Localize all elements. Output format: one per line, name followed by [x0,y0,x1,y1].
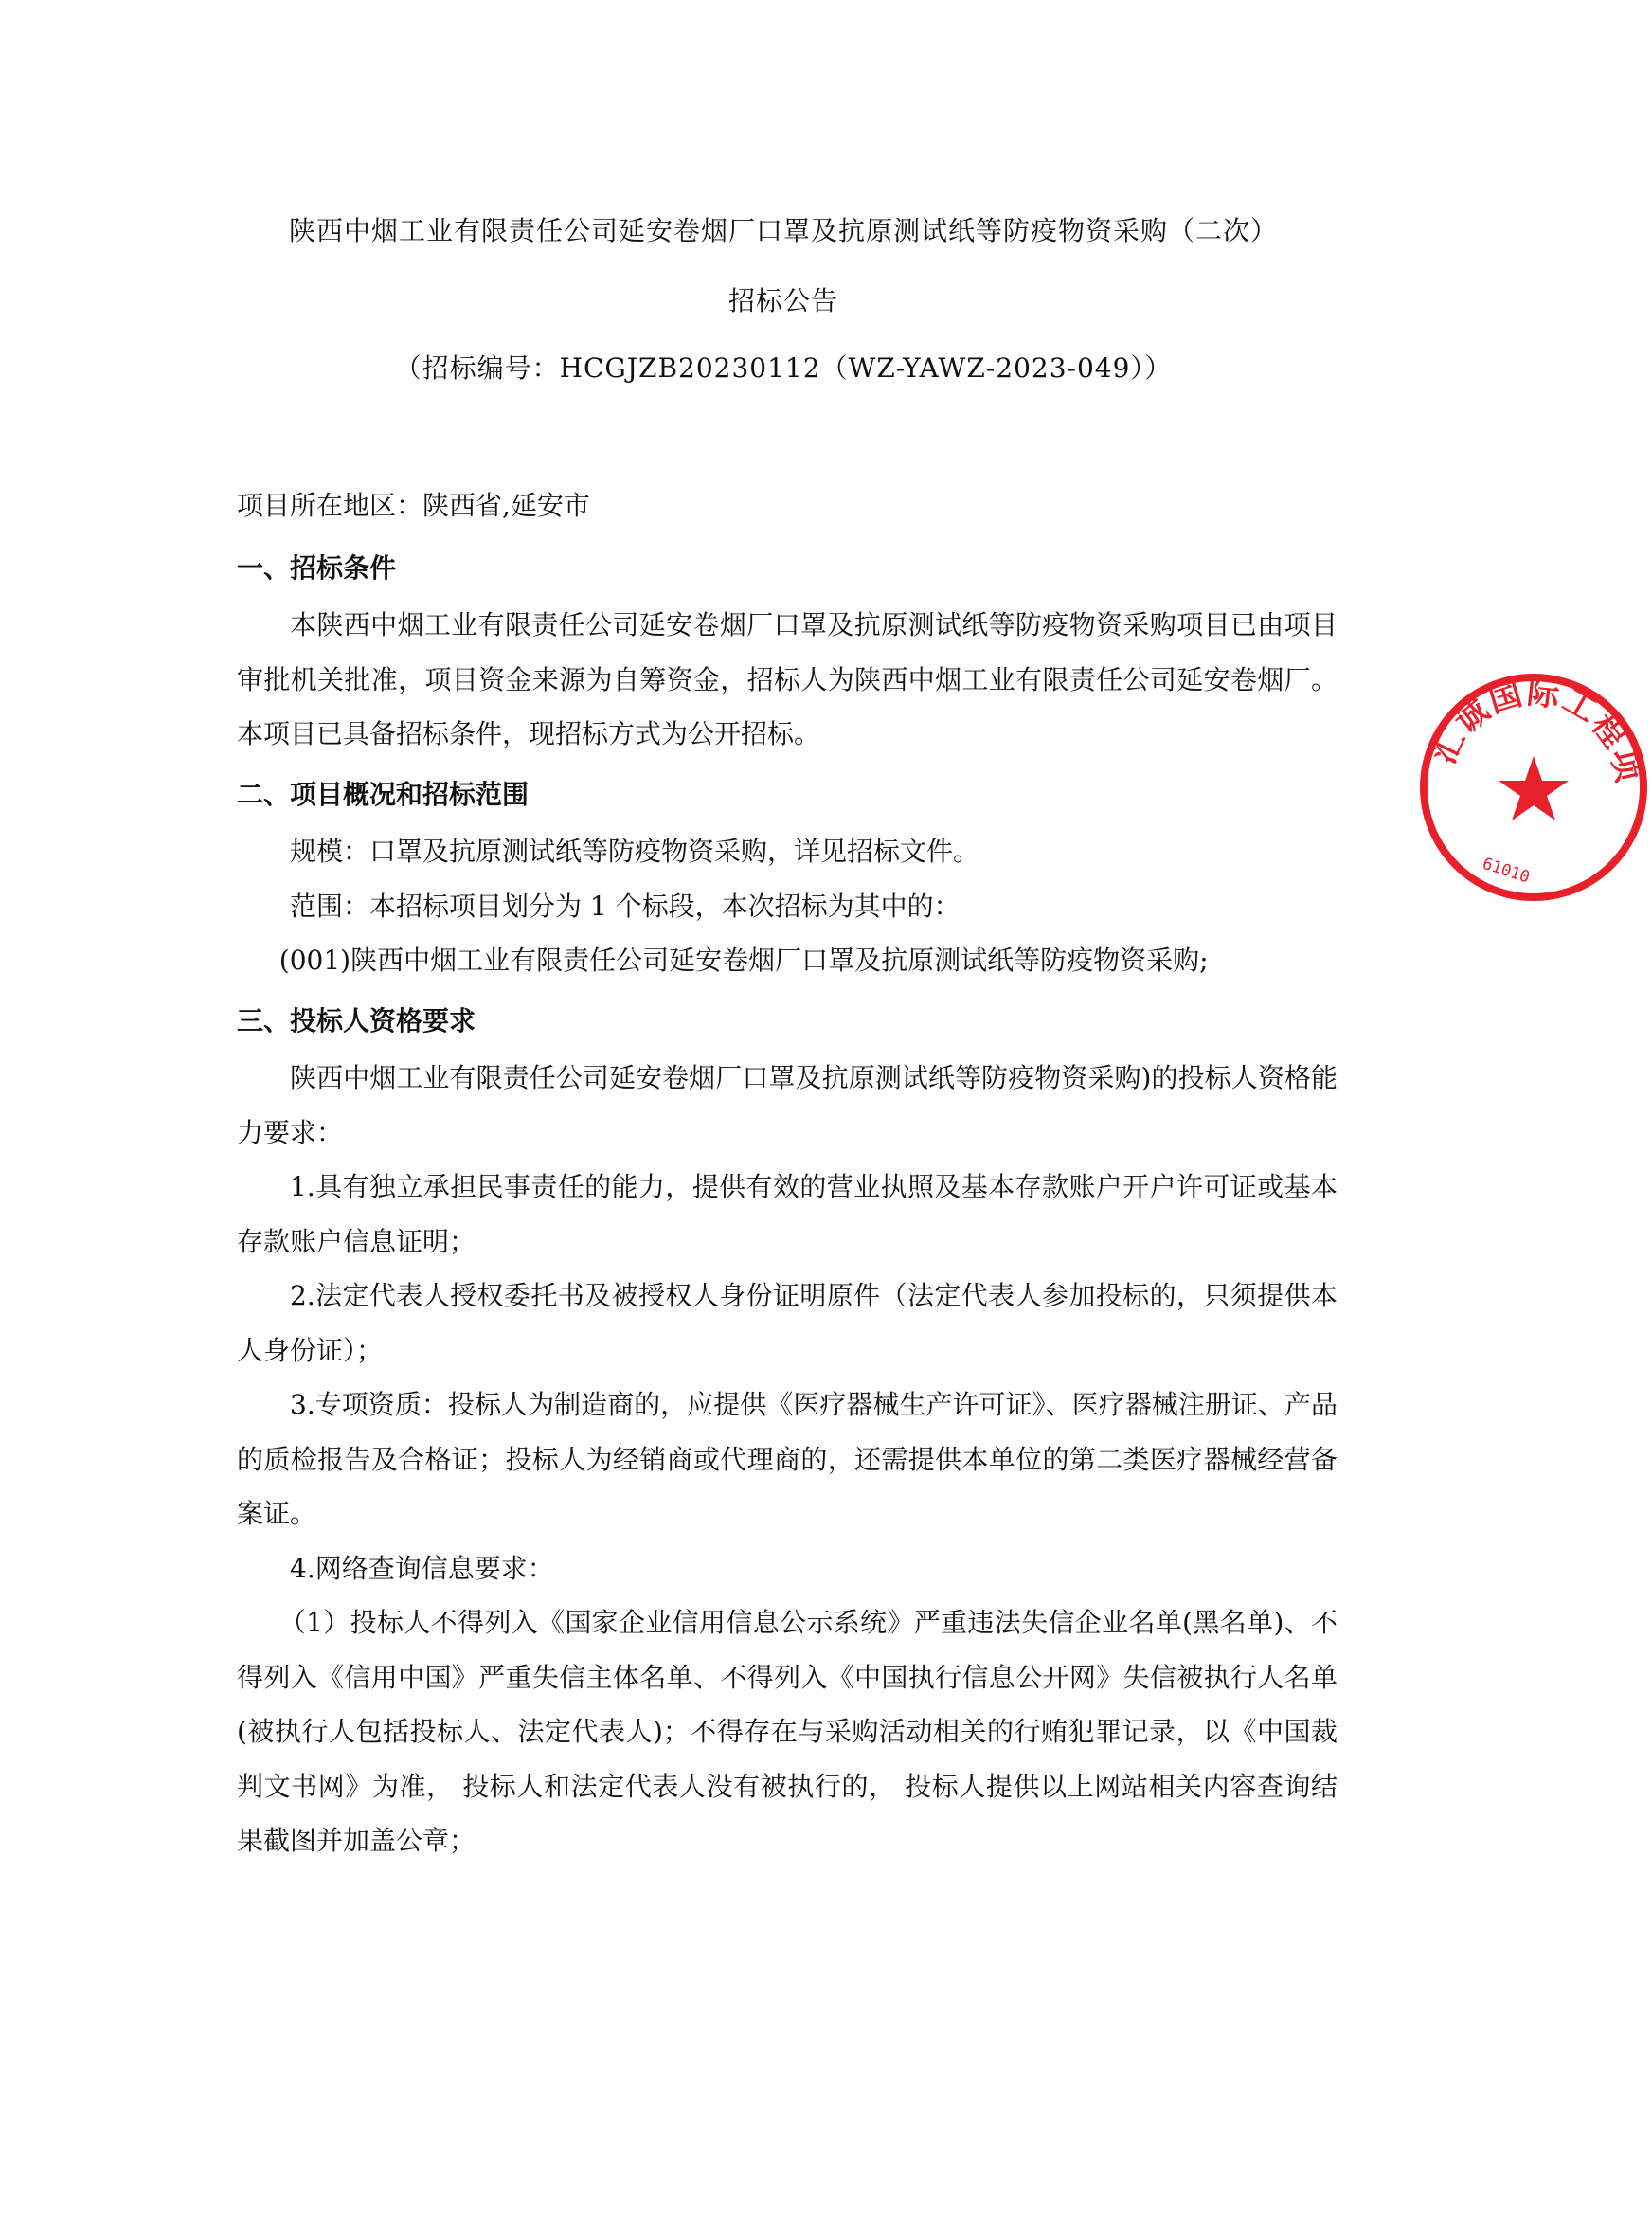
qualification-item-2: 2.法定代表人授权委托书及被授权人身份证明原件（法定代表人参加投标的，只须提供本人身份证）； [237,1280,1338,1366]
project-location: 项目所在地区：陕西省,延安市 [237,490,590,521]
document-title-line2: 招标公告 [727,285,838,316]
svg-text:汇诚国际工程项: 汇诚国际工程项 [1425,673,1648,787]
section-heading-bidder-qualifications: 三、投标人资格要求 [237,1004,476,1036]
document-title-line1: 陕西中烟工业有限责任公司延安卷烟厂口罩及抗原测试纸等防疫物资采购（二次） [288,215,1278,246]
project-scale: 规模：口罩及抗原测试纸等防疫物资采购，详见招标文件。 [290,836,980,867]
svg-text:61010: 61010 [1480,854,1533,888]
project-lot: (001)陕西中烟工业有限责任公司延安卷烟厂口罩及抗原测试纸等防疫物资采购; [278,945,1209,976]
company-seal-stamp-icon [1415,669,1652,906]
section-heading-project-overview: 二、项目概况和招标范围 [237,778,530,810]
qualification-item-4-1: （1）投标人不得列入《国家企业信用信息公示系统》严重违法失信企业名单(黑名单)、不得列入《信用中国》严重失信主体名单、不得列入《中国执行信息公开网》失信被执行人名单(被执行人包括投标人、法定代表人)；不得存在与采购活动相关的行贿犯罪记录，以《中国裁判文书网》为准， 投标人和法定代表人没有被执行的， 投标人提供以上网站相关内容查询结果截图并加盖公章； [237,1607,1338,1856]
bidding-conditions-paragraph: 本陕西中烟工业有限责任公司延安卷烟厂口罩及抗原测试纸等防疫物资采购项目已由项目审批机关批准，项目资金来源为自筹资金，招标人为陕西中烟工业有限责任公司延安卷烟厂。本项目已具备招标条件，现招标方式为公开招标。 [237,609,1338,749]
qualification-item-1: 1.具有独立承担民事责任的能力，提供有效的营业执照及基本存款账户开户许可证或基本存款账户信息证明； [237,1171,1338,1257]
qualification-item-4: 4.网络查询信息要求： [290,1552,554,1584]
project-scope: 范围：本招标项目划分为 1 个标段，本次招标为其中的： [290,890,961,922]
qualification-item-3: 3.专项资质：投标人为制造商的，应提供《医疗器械生产许可证》、医疗器械注册证、产品的质检报告及合格证；投标人为经销商或代理商的，还需提供本单位的第二类医疗器械经营备案证。 [237,1389,1338,1529]
section-heading-bidding-conditions: 一、招标条件 [237,551,397,584]
document-body [237,478,1338,1868]
qualifications-intro: 陕西中烟工业有限责任公司延安卷烟厂口罩及抗原测试纸等防疫物资采购)的投标人资格能力要求： [237,1062,1338,1148]
bid-number: （招标编号：HCGJZB20230112（WZ-YAWZ-2023-049）） [394,352,1173,384]
